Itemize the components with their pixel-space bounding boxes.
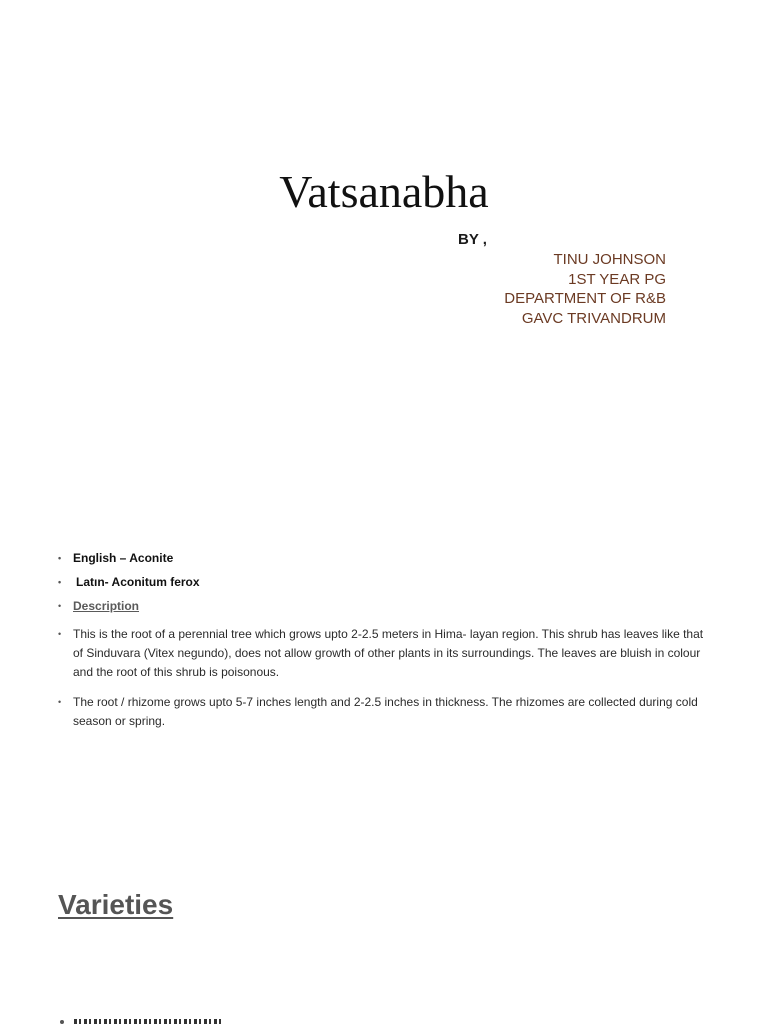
varieties-heading: Varieties xyxy=(58,889,174,920)
author-year: 1ST YEAR PG xyxy=(568,270,666,288)
description-label: Description xyxy=(73,599,140,613)
by-label: BY , xyxy=(458,231,487,248)
list-item-description xyxy=(58,597,708,616)
bullet-list xyxy=(58,549,708,731)
description-paragraph-2: The root / rhizome grows upto 5-7 inches length and 2-2.5 inches in thickness. The rhizomes are collected during cold season or spring. xyxy=(73,695,698,728)
author-department: DEPARTMENT OF R&B xyxy=(504,290,666,307)
list-item-paragraph xyxy=(58,693,708,731)
list-item-english xyxy=(58,549,708,568)
author-name: TINU JOHNSON xyxy=(553,251,666,268)
english-name: English – Aconite xyxy=(73,551,174,565)
author-institution: GAVC TRIVANDRUM xyxy=(521,309,666,327)
cutoff-bullet-line xyxy=(58,1016,238,1024)
list-item-paragraph xyxy=(58,625,708,682)
author-block xyxy=(504,250,666,328)
latin-name: Latın- Aconitum ferox xyxy=(76,575,200,589)
page-title: Vatsanabha xyxy=(279,166,489,217)
cutoff-text-fragment xyxy=(74,1019,224,1024)
list-item-latin xyxy=(58,573,708,592)
description-paragraph-1: This is the root of a perennial tree which grows upto 2-2.5 meters in Hima- layan region. This shrub has leaves like that of Sinduvara (Vitex negundo), does not allow growth of other plants in its surroundings. The leaves are bluish in colour and the root of this shrub is poisonous. xyxy=(73,627,704,679)
bullet-dot-icon xyxy=(60,1020,64,1024)
